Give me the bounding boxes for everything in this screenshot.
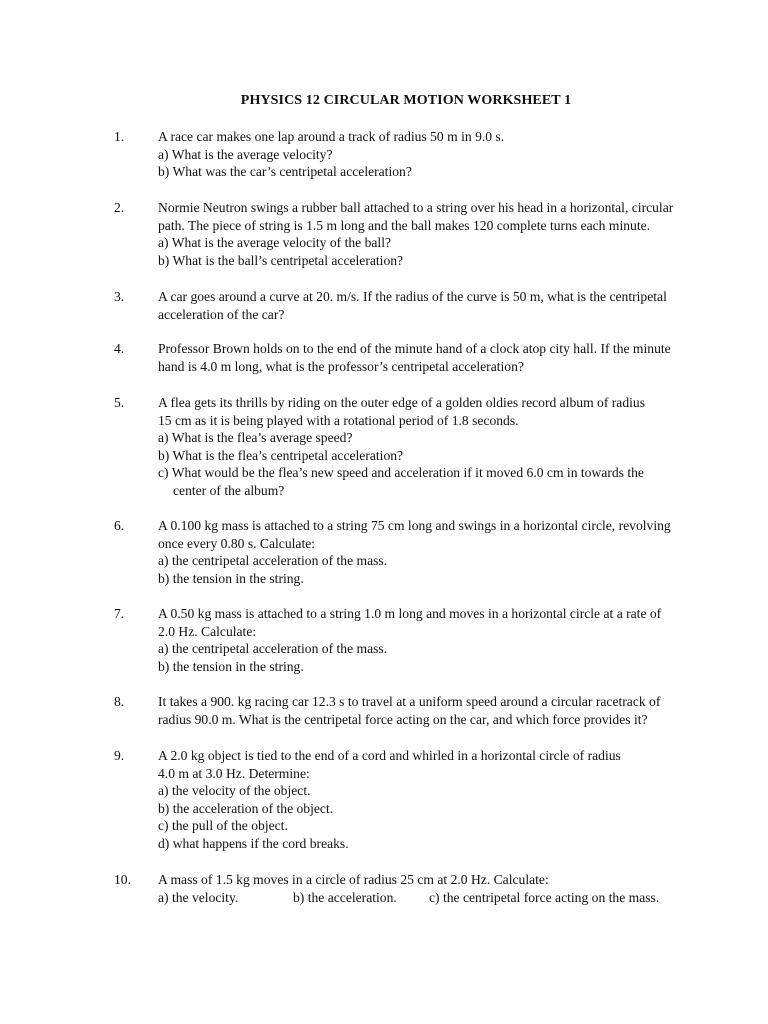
question-number: 4.	[114, 341, 125, 356]
question-number: 2.	[114, 200, 125, 215]
question-line: b) the acceleration of the object.	[158, 800, 334, 816]
question-line: It takes a 900. kg racing car 12.3 s to travel at a uniform speed around a circular racetrack of	[158, 694, 661, 709]
question-number: 5.	[114, 395, 125, 410]
question-number: 3.	[114, 289, 125, 304]
question-number: 10.	[114, 872, 131, 887]
question-part: a) the velocity.	[158, 889, 239, 905]
question-number: 9.	[114, 748, 125, 763]
question-text	[158, 747, 738, 853]
question-line: Normie Neutron swings a rubber ball attached to a string over his head in a horizontal, circular	[158, 200, 674, 215]
question-number: 6.	[114, 518, 125, 533]
question-text	[158, 199, 738, 269]
question-line: a) the centripetal acceleration of the mass.	[158, 553, 388, 569]
question-text	[158, 605, 738, 675]
page-title: PHYSICS 12 CIRCULAR MOTION WORKSHEET 1	[240, 93, 572, 108]
question-line: A car goes around a curve at 20. m/s. If the radius of the curve is 50 m, what is the centripetal	[158, 289, 667, 304]
question-line: 15 cm as it is being played with a rotational period of 1.8 seconds.	[158, 412, 519, 428]
question-number: 1.	[114, 129, 125, 144]
question-part: c) the centripetal force acting on the mass.	[429, 889, 660, 905]
question-line: 2.0 Hz. Calculate:	[158, 623, 257, 639]
question-line: A race car makes one lap around a track of radius 50 m in 9.0 s.	[158, 129, 505, 144]
question-line: a) What is the average velocity of the ball?	[158, 235, 392, 251]
question-line: c) the pull of the object.	[158, 818, 288, 834]
question-line: b) What is the flea’s centripetal acceleration?	[158, 447, 404, 463]
question-line: 4.0 m at 3.0 Hz. Determine:	[158, 765, 310, 781]
question-text	[158, 340, 738, 375]
question-line: Professor Brown holds on to the end of the minute hand of a clock atop city hall. If the minute	[158, 341, 671, 356]
question-line: A flea gets its thrills by riding on the outer edge of a golden oldies record album of radius	[158, 395, 645, 410]
question-line: hand is 4.0 m long, what is the professor’s centripetal acceleration?	[158, 358, 524, 374]
question-parts	[158, 889, 738, 907]
question-line: b) What is the ball’s centripetal acceleration?	[158, 252, 404, 268]
question-line: b) the tension in the string.	[158, 658, 304, 674]
question-line: b) What was the car’s centripetal acceleration?	[158, 164, 412, 180]
question-number: 8.	[114, 694, 125, 709]
question-line: center of the album?	[173, 482, 285, 498]
question-text	[158, 394, 738, 500]
question-text	[158, 871, 738, 906]
question-line: acceleration of the car?	[158, 306, 285, 322]
question-line: A 0.50 kg mass is attached to a string 1.0 m long and moves in a horizontal circle at a rate of	[158, 606, 662, 621]
question-text	[158, 288, 738, 323]
question-line: A 2.0 kg object is tied to the end of a cord and whirled in a horizontal circle of radius	[158, 748, 621, 763]
question-text	[158, 128, 738, 181]
question-number: 7.	[114, 606, 125, 621]
question-line: path. The piece of string is 1.5 m long and the ball makes 120 complete turns each minute.	[158, 217, 651, 233]
question-line: once every 0.80 s. Calculate:	[158, 535, 316, 551]
question-text	[158, 517, 738, 587]
question-line: c) What would be the flea’s new speed and acceleration if it moved 6.0 cm in towards the	[158, 465, 644, 481]
question-part: b) the acceleration.	[293, 889, 397, 905]
question-line: radius 90.0 m. What is the centripetal force acting on the car, and which force provides it?	[158, 711, 648, 727]
question-line: d) what happens if the cord breaks.	[158, 835, 349, 851]
question-line: a) What is the flea’s average speed?	[158, 430, 353, 446]
question-line: a) What is the average velocity?	[158, 146, 333, 162]
question-line: A 0.100 kg mass is attached to a string 75 cm long and swings in a horizontal circle, revolving	[158, 518, 671, 533]
question-line: b) the tension in the string.	[158, 570, 304, 586]
question-line: A mass of 1.5 kg moves in a circle of radius 25 cm at 2.0 Hz. Calculate:	[158, 872, 549, 887]
question-line: a) the velocity of the object.	[158, 783, 311, 799]
question-text	[158, 693, 738, 728]
question-line: a) the centripetal acceleration of the mass.	[158, 641, 388, 657]
